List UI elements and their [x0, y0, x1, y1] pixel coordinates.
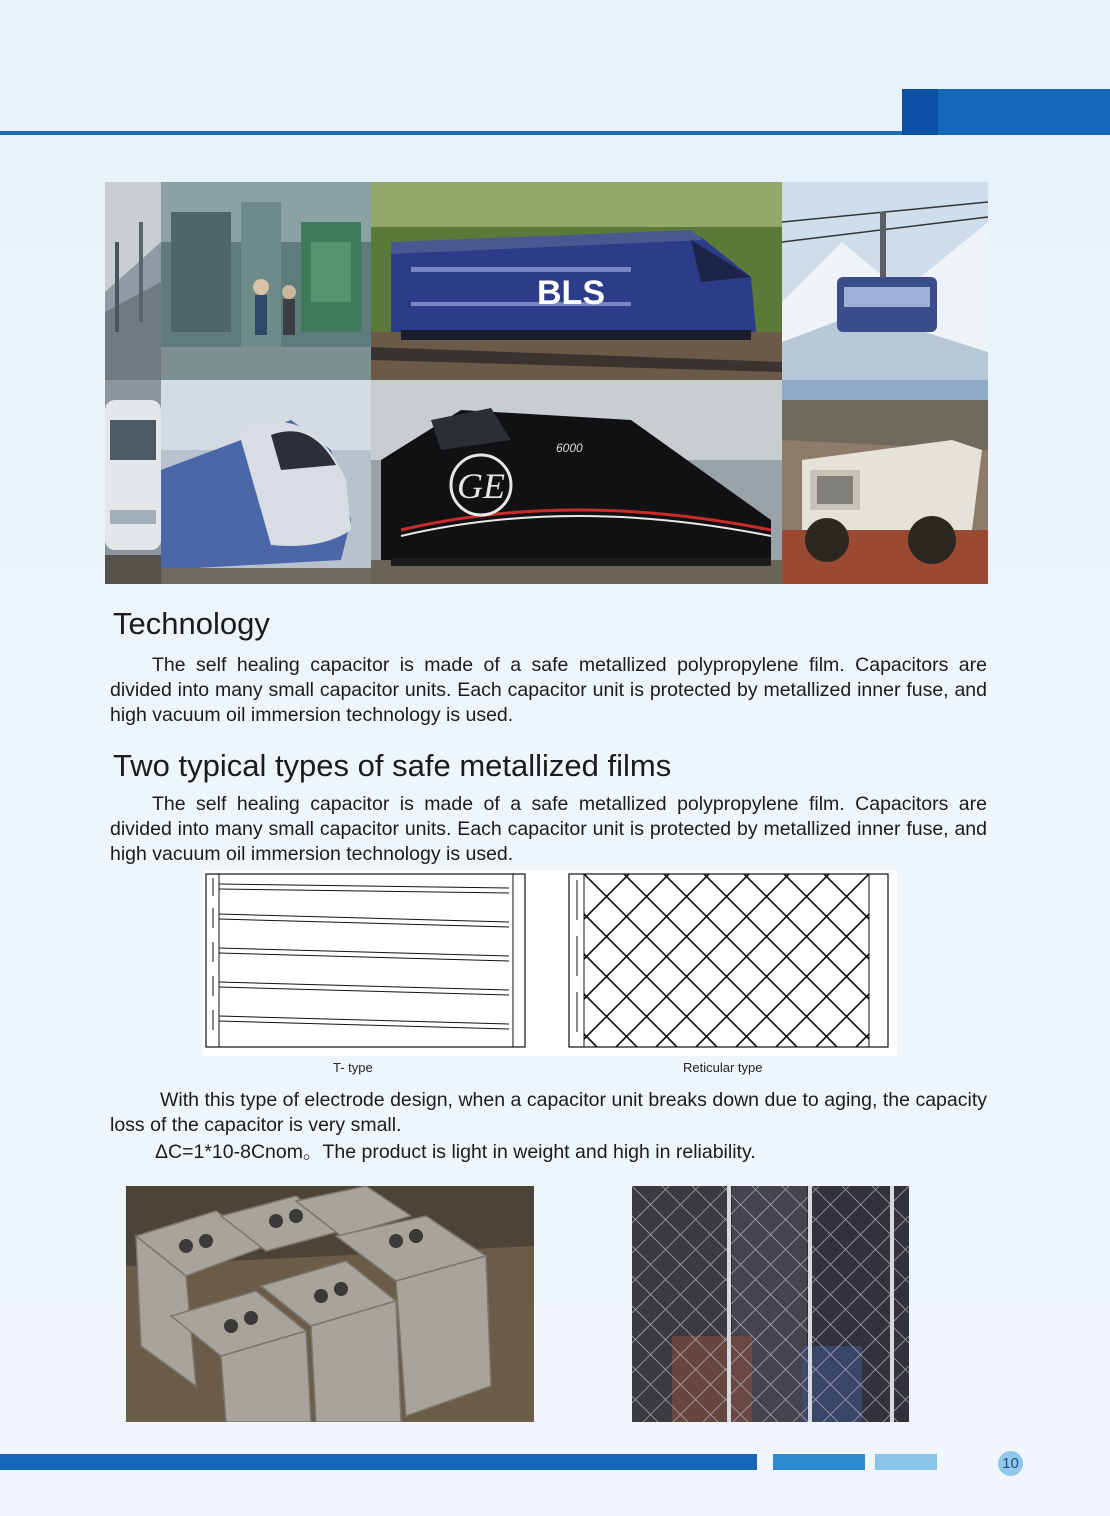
- film-types-paragraph: The self healing capacitor is made of a safe metallized polypropylene film. Capacitors are divided into many small capacitor units. Each capacitor unit is protected by metallized inner fuse, and high vacuum oil immersion technology is used.: [110, 793, 987, 865]
- photo-high-speed-train: [161, 380, 371, 584]
- application-photo-collage: [105, 182, 988, 584]
- section-heading-film-types: Two typical types of safe metallized films: [113, 748, 672, 783]
- photo-station: [105, 182, 161, 380]
- section-heading-technology: Technology: [113, 606, 270, 641]
- reticular-type-caption: Reticular type: [683, 1060, 763, 1075]
- photo-mining-truck: [782, 380, 988, 584]
- bls-logo: BLS: [537, 274, 605, 312]
- photo-capacitor-units: [126, 1186, 534, 1422]
- page-number: 10: [998, 1451, 1023, 1476]
- header-rule: [0, 131, 902, 135]
- footer-bar-light: [875, 1454, 937, 1470]
- reticular-type-diagram: [569, 874, 888, 1047]
- ge-logo: GE: [457, 466, 505, 506]
- capacity-loss-formula: ΔC=1*10-8Cnom。The product is light in weight and high in reliability.: [155, 1141, 756, 1163]
- photo-bls-locomotive: [371, 182, 782, 380]
- photo-reticular-film: [632, 1186, 909, 1422]
- photo-ge-locomotive: [371, 380, 782, 584]
- photo-factory: [161, 182, 371, 380]
- photo-tram: [105, 380, 161, 584]
- electrode-design-note: With this type of electrode design, when a capacitor unit breaks down due to aging, the capacity loss of the capacitor is very small.: [110, 1089, 987, 1136]
- ge-number: 6000: [556, 441, 583, 455]
- t-type-diagram: [206, 874, 525, 1047]
- technology-paragraph: The self healing capacitor is made of a safe metallized polypropylene film. Capacitors are divided into many small capacitor units. Each capacitor unit is protected by metallized inner fuse, and high vacuum oil immersion technology is used.: [110, 654, 987, 726]
- photo-cable-car: [782, 182, 988, 380]
- electrode-diagram-svg: [203, 870, 897, 1056]
- footer-bar-dark: [0, 1454, 757, 1470]
- electrode-diagrams: [203, 870, 897, 1056]
- header-block-dark: [902, 89, 938, 135]
- header-block: [938, 89, 1110, 135]
- t-type-caption: T- type: [333, 1060, 373, 1075]
- footer-bar-mid: [773, 1454, 865, 1470]
